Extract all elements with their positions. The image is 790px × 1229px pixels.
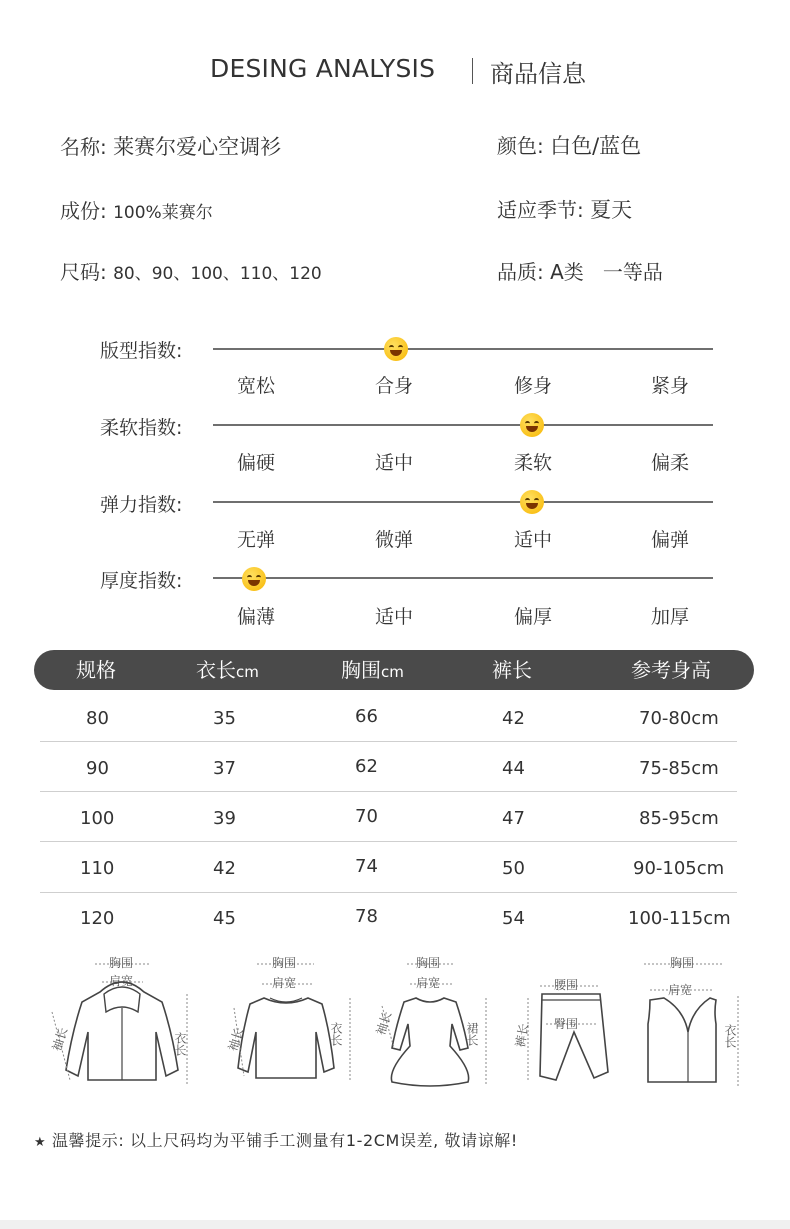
- header-separator: [472, 58, 473, 84]
- table-cell: 70: [355, 806, 378, 827]
- table-cell: 42: [502, 708, 525, 729]
- table-cell: 120: [80, 908, 115, 929]
- table-cell: 74: [355, 856, 378, 877]
- table-cell: 62: [355, 756, 378, 777]
- index-label-fit: 版型指数:: [100, 340, 183, 362]
- index-option: 偏薄: [236, 606, 275, 628]
- index-label-softness: 柔软指数:: [100, 417, 183, 439]
- diagram-sleeve-label: 袖长: [49, 1025, 71, 1053]
- index-option: 无弹: [236, 529, 275, 551]
- index-option: 紧身: [650, 375, 689, 397]
- size-note: [34, 1128, 518, 1151]
- index-option: 柔软: [513, 452, 552, 474]
- smiley-icon: [384, 337, 408, 361]
- header-cell: 胸围cm: [341, 658, 404, 682]
- index-option: 微弹: [374, 529, 413, 551]
- table-cell: 70-80cm: [639, 708, 719, 729]
- smiley-icon: [520, 413, 544, 437]
- table-cell: 66: [355, 706, 378, 727]
- size-table-header: [34, 650, 754, 690]
- table-cell: 80: [86, 708, 109, 729]
- table-cell: 100-115cm: [628, 908, 731, 929]
- index-track-fit: [213, 348, 713, 350]
- info-material-label: 成份:: [60, 199, 107, 223]
- index-option: 修身: [513, 375, 552, 397]
- diagram-sleeve-label: 袖长: [373, 1009, 395, 1037]
- index-track-softness: [213, 424, 713, 426]
- table-cell: 37: [213, 758, 236, 779]
- diagram-skirt-length-label: 裙长: [465, 1022, 479, 1046]
- info-material: [60, 195, 213, 224]
- row-divider: [40, 892, 737, 893]
- info-size-value: 80、90、100、110、120: [113, 264, 322, 284]
- table-cell: 35: [213, 708, 236, 729]
- diagram-pants-length-label: 裤长: [513, 1022, 532, 1049]
- table-cell: 100: [80, 808, 115, 829]
- header-cell: 裤长: [492, 658, 532, 682]
- header-title-en: DESING ANALYSIS: [210, 54, 436, 83]
- index-option: 适中: [374, 452, 413, 474]
- diagram-sleeve-label: 袖长: [225, 1025, 247, 1053]
- info-color-value: 白色/蓝色: [550, 134, 642, 158]
- header-cell: 衣长cm: [196, 658, 259, 682]
- index-track-thickness: [213, 577, 713, 579]
- info-quality-label: 品质:: [497, 260, 544, 284]
- index-track-elasticity: [213, 501, 713, 503]
- diagram-shoulder-label: 肩宽: [668, 983, 693, 997]
- index-option: 偏硬: [236, 452, 275, 474]
- diagram-chest-label: 胸围: [670, 956, 695, 970]
- info-season-label: 适应季节:: [497, 198, 584, 222]
- index-option: 适中: [513, 529, 552, 551]
- diagram-length-label: 衣长: [329, 1022, 343, 1046]
- diagram-chest-label: 胸围: [109, 956, 134, 970]
- row-divider: [40, 741, 737, 742]
- index-option: 加厚: [650, 606, 689, 628]
- diagram-waist-label: 腰围: [554, 978, 579, 992]
- index-option: 偏柔: [650, 452, 689, 474]
- star-icon: ★: [34, 1135, 47, 1150]
- info-season-value: 夏天: [590, 198, 633, 222]
- bottom-strip: [0, 1220, 790, 1229]
- vest-diagram: [630, 952, 750, 1092]
- diagram-chest-label: 胸围: [416, 956, 441, 970]
- header-cell: 规格: [76, 658, 116, 682]
- diagram-shoulder-label: 肩宽: [272, 976, 297, 990]
- table-cell: 78: [355, 906, 378, 927]
- table-cell: 47: [502, 808, 525, 829]
- index-option: 偏厚: [513, 606, 552, 628]
- diagram-shoulder-label: 肩宽: [109, 974, 134, 988]
- table-cell: 42: [213, 858, 236, 879]
- table-cell: 90-105cm: [633, 858, 725, 879]
- diagram-chest-label: 胸围: [272, 956, 297, 970]
- table-cell: 54: [502, 908, 525, 929]
- index-label-thickness: 厚度指数:: [100, 570, 183, 592]
- jacket-diagram: [40, 952, 200, 1092]
- info-quality: [497, 256, 663, 285]
- table-cell: 44: [502, 758, 525, 779]
- row-divider: [40, 791, 737, 792]
- index-label-elasticity: 弹力指数:: [100, 494, 183, 516]
- table-cell: 110: [80, 858, 115, 879]
- smiley-icon: [242, 567, 266, 591]
- index-option: 偏弹: [650, 529, 689, 551]
- info-color: [497, 130, 641, 160]
- table-cell: 45: [213, 908, 236, 929]
- diagram-shoulder-label: 肩宽: [416, 976, 441, 990]
- info-season: [497, 194, 632, 224]
- sweatshirt-diagram: [222, 952, 357, 1092]
- pants-diagram: [512, 952, 622, 1092]
- table-cell: 75-85cm: [639, 758, 719, 779]
- table-cell: 85-95cm: [639, 808, 719, 829]
- info-name-label: 名称:: [60, 135, 107, 159]
- info-name: [60, 131, 281, 161]
- info-size: [60, 256, 322, 285]
- table-cell: 50: [502, 858, 525, 879]
- table-cell: 90: [86, 758, 109, 779]
- index-option: 适中: [374, 606, 413, 628]
- size-note-text: 温馨提示: 以上尺码均为平铺手工测量有1-2CM误差, 敬请谅解!: [51, 1131, 518, 1150]
- info-material-value: 100%莱赛尔: [113, 203, 213, 223]
- dress-diagram: [372, 952, 497, 1092]
- header-title-cn: 商品信息: [490, 60, 586, 88]
- info-size-label: 尺码:: [60, 260, 107, 284]
- diagram-hip-label: 臀围: [554, 1017, 579, 1031]
- row-divider: [40, 841, 737, 842]
- info-quality-value: A类 一等品: [550, 260, 663, 284]
- table-cell: 39: [213, 808, 236, 829]
- diagram-length-label: 衣长: [723, 1024, 737, 1048]
- index-option: 宽松: [236, 375, 275, 397]
- diagram-length-label: 衣长: [173, 1032, 187, 1056]
- header-cell: 参考身高: [631, 658, 711, 682]
- info-color-label: 颜色:: [497, 134, 544, 158]
- smiley-icon: [520, 490, 544, 514]
- index-option: 合身: [374, 375, 413, 397]
- info-name-value: 莱赛尔爱心空调衫: [113, 135, 282, 159]
